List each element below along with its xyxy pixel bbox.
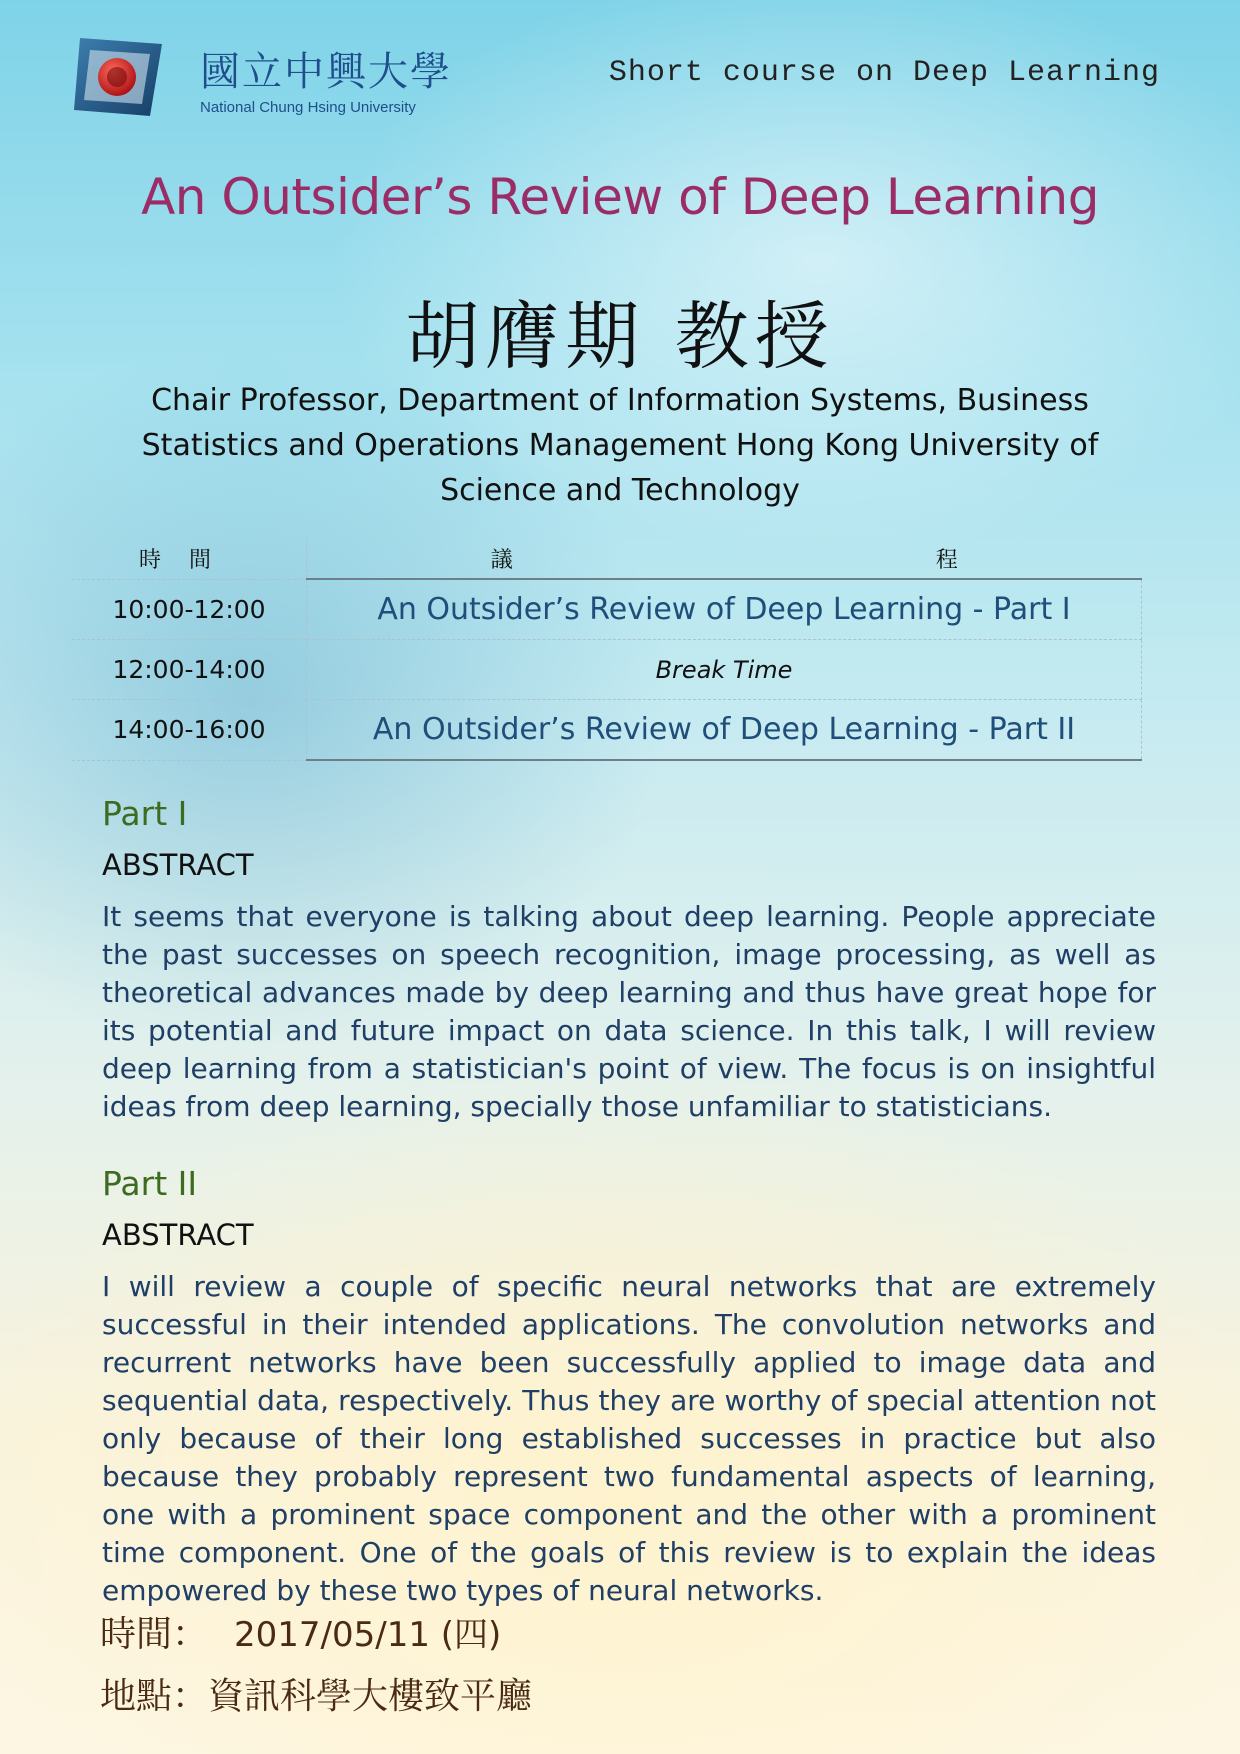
page-title: An Outsider’s Review of Deep Learning: [141, 168, 1099, 226]
part2-abstract-text: I will review a couple of specific neural networks that are extremely successful in their intended applications. The convolution networks and recurrent networks have been successfully applied to image data and sequential data, respectively. Thus they are worthy of special attention not only because of their long established successes in practice but also because they probably represent two fundamental aspects of learning, one with a prominent space component and the other with a prominent time component. One of the goals of this review is to explain the ideas empowered by these two types of neural networks.: [102, 1270, 1156, 1607]
schedule-time: 14:00-16:00: [72, 700, 307, 761]
event-time-label: 時間：: [100, 1614, 209, 1655]
schedule-row: [72, 700, 1142, 761]
schedule-header-time: 時間: [72, 538, 307, 579]
part2-heading: Part II: [102, 1164, 198, 1203]
schedule-row: [72, 640, 1142, 700]
schedule-time: 12:00-14:00: [72, 640, 307, 700]
speaker-affiliation: Chair Professor, Department of Information Systems, Business Statistics and Operations Management Hong Kong University of Science and Technology: [141, 383, 1099, 508]
part1-abstract-text: It seems that everyone is talking about deep learning. People appreciate the past successes on speech recognition, image processing, as well as theoretical advances made by deep learning and thus have great hope for its potential and future impact on data science. In this talk, I will review deep learning from a statistician's point of view. The focus is on insightful ideas from deep learning, specially those unfamiliar to statisticians.: [102, 900, 1156, 1123]
university-name-english: National Chung Hsing University: [200, 99, 416, 116]
schedule-row: [72, 579, 1142, 640]
course-label: Short course on Deep Learning: [608, 56, 1160, 90]
schedule-agenda-break: Break Time: [307, 640, 1142, 700]
part2-abstract-label: ABSTRACT: [102, 1218, 254, 1252]
schedule-time: 10:00-12:00: [72, 579, 307, 640]
schedule-header-agenda-a: 議: [490, 547, 513, 573]
schedule-table: [72, 538, 1142, 761]
speaker-name: 胡膺期 教授: [405, 294, 835, 380]
schedule-agenda: An Outsider’s Review of Deep Learning - Part II: [307, 700, 1142, 761]
schedule-agenda: An Outsider’s Review of Deep Learning - Part I: [307, 579, 1142, 640]
university-name-chinese: 國立中興大學: [200, 49, 452, 95]
event-place-label: 地點：: [100, 1676, 209, 1717]
part1-abstract-label: ABSTRACT: [102, 848, 254, 882]
university-logo-icon: [72, 36, 164, 118]
event-time: [100, 1606, 501, 1657]
schedule-header-agenda-b: 程: [935, 547, 958, 573]
event-time-value: 2017/05/11 (四): [234, 1615, 502, 1655]
schedule-header-row: [72, 538, 1142, 579]
event-place: [100, 1668, 532, 1719]
event-place-value: 資訊科學大樓致平廳: [208, 1676, 533, 1717]
part1-heading: Part I: [102, 794, 188, 833]
schedule-header-agenda: [307, 538, 1142, 579]
